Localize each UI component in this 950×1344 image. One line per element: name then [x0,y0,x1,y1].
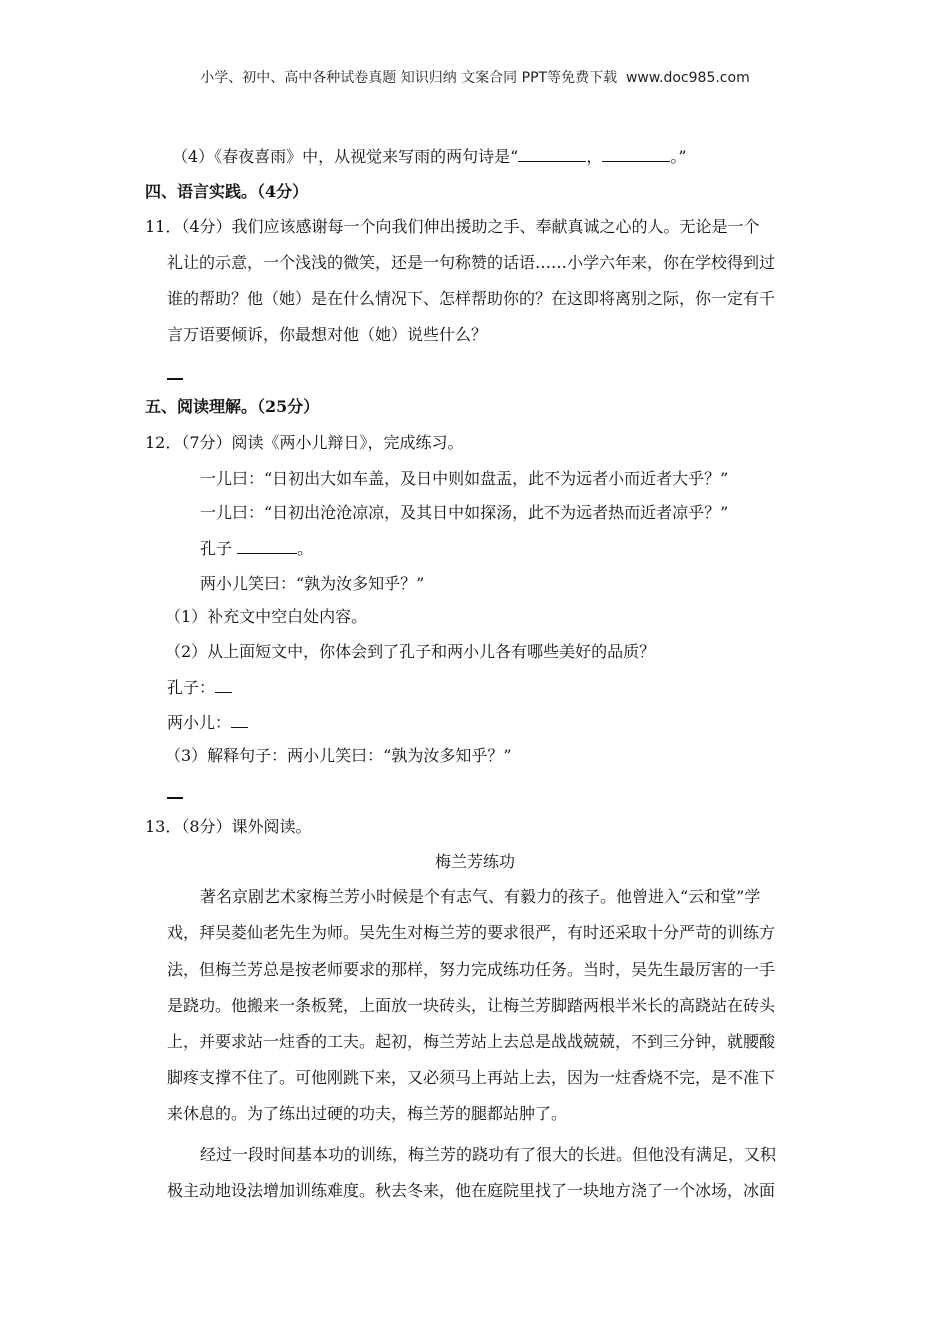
q11-line: 11．（4分）我们应该感谢每一个向我们伸出援助之手、奉献真诚之心的人。无论是一个 [145,217,760,236]
answer-kids [167,713,248,733]
answer-blank [231,713,248,728]
answer-kids-label: 两小儿： [167,713,232,732]
passage-line: 一儿曰：“日初出大如车盖，及日中则如盘盂，此不为远者小而近者大乎？” [200,469,729,488]
article-line: 是跷功。他搬来一条板凳，上面放一块砖头，让梅兰芳脚踏两根半米长的高跷站在砖头 [167,996,776,1015]
answer-kongzi [167,678,232,698]
q10-4-suffix: 。” [670,147,687,166]
q10-4-sep: ， [586,147,603,166]
kongzi-prefix: 孔子 [200,539,238,558]
section-5-title: 五、阅读理解。（25分） [145,397,320,416]
answer-blank [602,147,670,162]
q12-sub1: （1）补充文中空白处内容。 [165,607,368,626]
q12-sub2: （2）从上面短文中，你体会到了孔子和两小儿各有哪些美好的品质？ [165,642,656,661]
article-line: 著名京剧艺术家梅兰芳小时候是个有志气、有毅力的孩子。他曾进入“云和堂”学 [200,887,761,906]
laugh-line: 两小儿笑曰：“孰为汝多知乎？” [200,574,425,593]
answer-kongzi-label: 孔子： [167,678,216,697]
article-line: 极主动地设法增加训练难度。秋去冬来，他在庭院里找了一块地方浇了一个冰场，冰面 [167,1181,776,1200]
q12-intro: 12．（7分）阅读《两小儿辩日》，完成练习。 [145,433,464,452]
article-line: 经过一段时间基本功的训练，梅兰芳的跷功有了很大的长进。但他没有满足，又积 [200,1145,777,1164]
q10-4-prefix: （4）《春夜喜雨》中，从视觉来写雨的两句诗是“ [172,147,519,166]
q11-line: 礼让的示意，一个浅浅的微笑，还是一句称赞的话语……小学六年来，你在学校得到过 [167,253,776,272]
passage-line: 一儿曰：“日初出沧沧凉凉，及其日中如探汤，此不为远者热而近者凉乎？” [200,503,729,522]
article-line: 上，并要求站一炷香的工夫。起初，梅兰芳站上去总是战战兢兢，不到三分钟，就腰酸 [167,1032,776,1051]
kongzi-suffix: 。 [297,539,314,558]
q11-line: 言万语要倾诉，你最想对他（她）说些什么？ [167,325,488,344]
answer-blank [215,678,232,693]
q10-4-line [172,147,687,167]
q13-intro: 13．（8分）课外阅读。 [145,817,312,836]
answer-blank [237,539,297,554]
q11-line: 谁的帮助？他（她）是在什么情况下、怎样帮助你的？在这即将离别之际，你一定有千 [167,289,776,308]
section-4-title: 四、语言实践。（4分） [145,182,309,201]
answer-dash [167,797,183,799]
page-header: 小学、初中、高中各种试卷真题 知识归纳 文案合同 PPT等免费下载 www.doc985.com [200,70,750,86]
kongzi-line [200,539,313,559]
article-line: 来休息的。为了练出过硬的功夫，梅兰芳的腿都站肿了。 [167,1104,568,1123]
q12-sub3: （3）解释句子：两小儿笑曰：“孰为汝多知乎？” [165,746,512,765]
answer-dash [167,378,183,380]
answer-blank [518,147,586,162]
article-line: 脚疼支撑不住了。可他刚跳下来，又必须马上再站上去，因为一炷香烧不完，是不准下 [167,1068,776,1087]
article-line: 戏，拜吴菱仙老先生为师。吴先生对梅兰芳的要求很严，有时还采取十分严苛的训练方 [167,923,776,942]
article-line: 法，但梅兰芳总是按老师要求的那样，努力完成练功任务。当时，吴先生最厉害的一手 [167,960,776,979]
article-title: 梅兰芳练功 [434,852,515,871]
